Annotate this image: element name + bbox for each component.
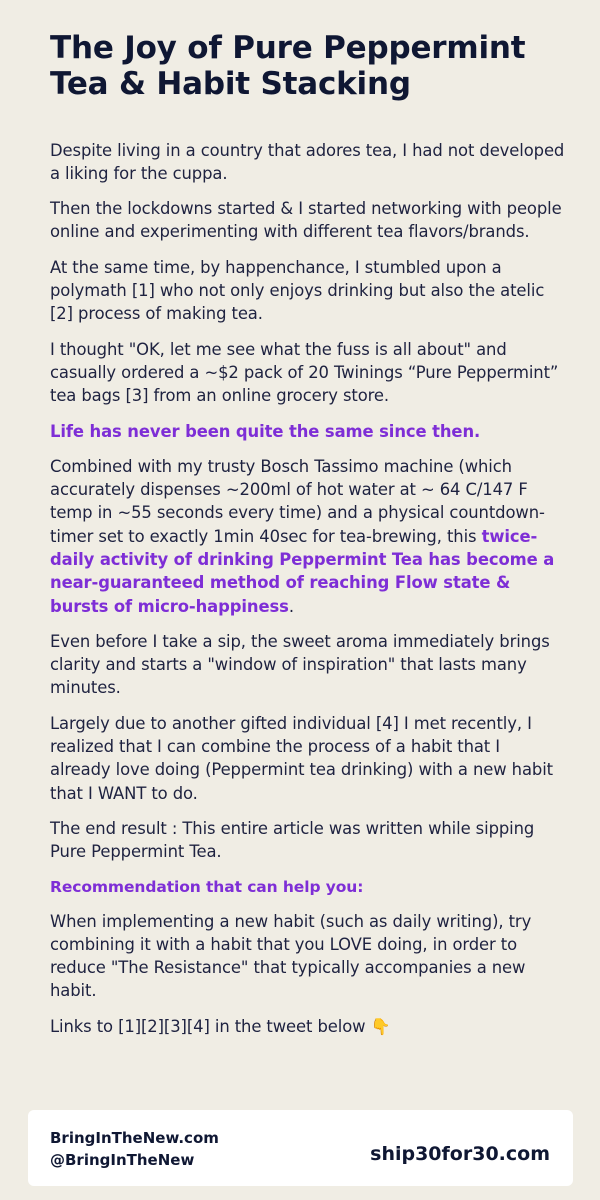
- paragraph-links: [50, 1015, 565, 1038]
- highlight-flow-state: twice-daily activity of drinking Peppermint Tea has become a near-guaranteed method of reaching Flow state & bursts of micro-happiness: [50, 526, 555, 616]
- article-title: The Joy of Pure Peppermint Tea & Habit Stacking: [50, 30, 526, 103]
- paragraph-aroma: Even before I take a sip, the sweet aroma immediately brings clarity and starts a "window of inspiration" that lasts many minutes.: [50, 631, 550, 698]
- paragraph-tassimo: [50, 455, 565, 618]
- pointing-down-hand-icon: 👇: [370, 1016, 391, 1036]
- recommendation-heading: Recommendation that can help you:: [50, 877, 364, 896]
- paragraph-recommendation: When implementing a new habit (such as daily writing), try combining it with a habit that you LOVE doing, in order to reduce "The Resistance" that typically accompanies a new habit.: [50, 911, 532, 1001]
- links-text: Links to [1][2][3][4] in the tweet below: [50, 1016, 366, 1036]
- footer-author: [50, 1128, 219, 1172]
- footer-twitter-handle[interactable]: @BringInTheNew: [50, 1150, 195, 1169]
- highlight-statement: Life has never been quite the same since then.: [50, 421, 481, 441]
- paragraph-tassimo-text: Combined with my trusty Bosch Tassimo machine (which accurately dispenses ~200ml of hot water at ~ 64 C/147 F temp in ~55 seconds every time) and a physical countdown-timer set to exactly 1min 40sec for tea-brewing, this: [50, 456, 545, 546]
- paragraph-end-result: The end result : This entire article was written while sipping Pure Peppermint Tea.: [50, 818, 535, 862]
- paragraph-intro: Despite living in a country that adores tea, I had not developed a liking for the cuppa.: [50, 140, 565, 183]
- footer-brand-link[interactable]: ship30for30.com: [370, 1143, 550, 1165]
- paragraph-order: I thought "OK, let me see what the fuss is all about" and casually ordered a ~$2 pack of 20 Twinings “Pure Peppermint” tea bags [3] from an online grocery store.: [50, 339, 559, 406]
- paragraph-habit-stacking: Largely due to another gifted individual [4] I met recently, I realized that I can combine the process of a habit that I already love doing (Peppermint tea drinking) with a new habit that I WANT to do.: [50, 713, 553, 803]
- footer-site-link[interactable]: BringInTheNew.com: [50, 1129, 219, 1147]
- article: [50, 30, 565, 1050]
- paragraph-polymath: At the same time, by happenchance, I stumbled upon a polymath [1] who not only enjoys drinking but also the atelic [2] process of making tea.: [50, 257, 545, 324]
- paragraph-tassimo-end: .: [288, 596, 294, 616]
- paragraph-lockdowns: Then the lockdowns started & I started networking with people online and experimenting with different tea flavors/brands.: [50, 199, 562, 242]
- footer-card: [28, 1110, 573, 1186]
